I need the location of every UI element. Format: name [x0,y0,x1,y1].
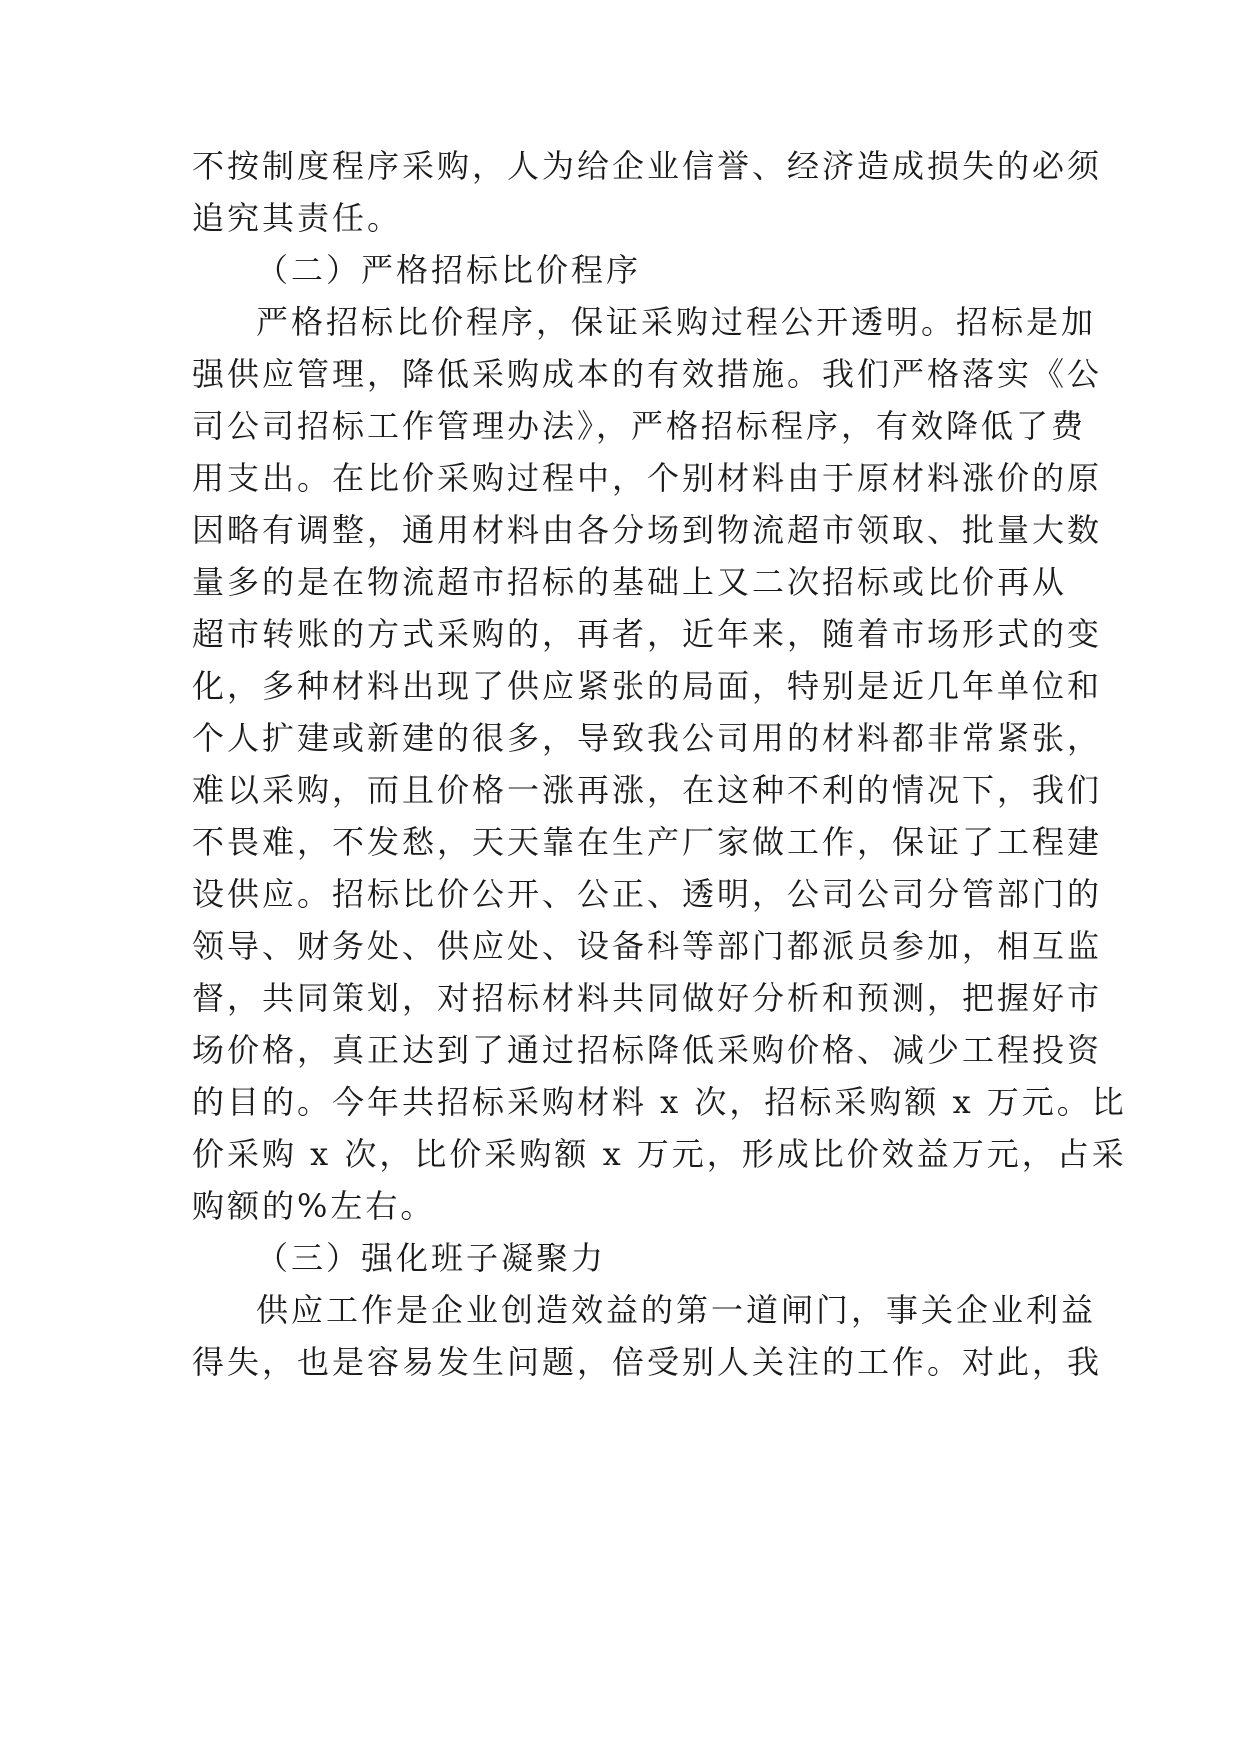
body-text-line: 用支出。在比价采购过程中，个别材料由于原材料涨价的原 [192,459,1103,497]
body-text-line: 超市转账的方式采购的，再者，近年来，随着市场形式的变 [192,615,1103,653]
body-text-line: 领导、财务处、供应处、设备科等部门都派员参加，相互监 [192,927,1103,965]
body-text-line: 督，共同策划，对招标材料共同做好分析和预测，把握好市 [192,979,1103,1017]
body-text-line: 供应工作是企业创造效益的第一道闸门，事关企业利益 [256,1291,1097,1329]
body-text-line: 设供应。招标比价公开、公正、透明，公司公司分管部门的 [192,875,1103,913]
body-text-line: 追究其责任。 [192,199,403,237]
body-text-line: 化，多种材料出现了供应紧张的局面，特别是近几年单位和 [192,667,1103,705]
body-text-line: 的目的。今年共招标采购材料 x 次，招标采购额 x 万元。比 [192,1083,1127,1121]
body-text-line: 强供应管理，降低采购成本的有效措施。我们严格落实《公 [192,355,1103,393]
body-text-line: 个人扩建或新建的很多，导致我公司用的材料都非常紧张， [192,719,1103,757]
body-text-line: 不按制度程序采购，人为给企业信誉、经济造成损失的必须 [192,147,1103,185]
body-text-line: 严格招标比价程序，保证采购过程公开透明。招标是加 [256,303,1097,341]
body-text-line: 场价格，真正达到了通过招标降低采购价格、减少工程投资 [192,1031,1103,1069]
body-text-line: 得失，也是容易发生问题，倍受别人关注的工作。对此，我 [192,1343,1103,1381]
body-text-line: 量多的是在物流超市招标的基础上又二次招标或比价再从 [192,563,1068,601]
body-text-line: 购额的%左右。 [192,1187,436,1225]
section-heading: （二）严格招标比价程序 [256,251,642,289]
body-text-line: 司公司招标工作管理办法》，严格招标程序，有效降低了费 [192,407,1087,445]
body-text-line: 因略有调整，通用材料由各分场到物流超市领取、批量大数 [192,511,1103,549]
body-text-line: 难以采购，而且价格一涨再涨，在这种不利的情况下，我们 [192,771,1103,809]
body-text-line: 价采购 x 次，比价采购额 x 万元，形成比价效益万元，占采 [192,1135,1127,1173]
section-heading: （三）强化班子凝聚力 [256,1239,607,1277]
body-text-line: 不畏难，不发愁，天天靠在生产厂家做工作，保证了工程建 [192,823,1103,861]
